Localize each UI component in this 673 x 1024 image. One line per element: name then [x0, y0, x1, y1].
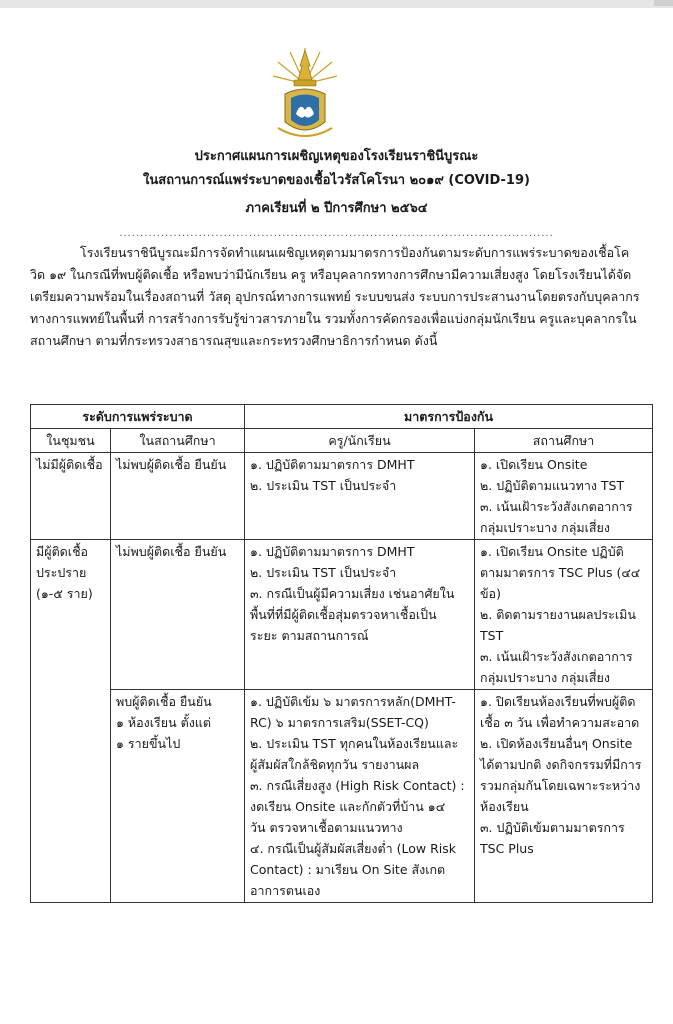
cell-line: ๑ ห้องเรียน ตั้งแต่: [116, 715, 211, 730]
announcement-subtitle: ในสถานการณ์แพร่ระบาดของเชื้อไวรัสโคโรนา ๒๐๑๙ (COVID-19): [143, 173, 530, 188]
cell-line: รวมกลุ่มกันโดยเฉพาะระหว่าง: [480, 778, 641, 793]
cell-line: ระยะ ตามสถานการณ์: [250, 628, 369, 643]
cell-line: พบผู้ติดเชื้อ ยืนยัน: [116, 694, 212, 709]
cell-institution: [475, 540, 653, 690]
cell-line: กลุ่มเปราะบาง กลุ่มเสี่ยง: [480, 520, 610, 535]
cell-line: TSC Plus: [480, 841, 534, 856]
cell-line: ๒. ติดตามรายงานผลประเมิน: [480, 607, 636, 622]
cell-line: ข้อ): [480, 586, 501, 601]
cell-community: [31, 540, 111, 903]
cell-line: ๑. ปิดเรียนห้องเรียนที่พบผู้ติด: [480, 694, 636, 709]
header-measures: มาตรการป้องกัน: [245, 405, 653, 429]
cell-line: เชื้อ ๓ วัน เพื่อทำความสะอาด: [480, 715, 640, 730]
cell-line: มีผู้ติดเชื้อ: [36, 544, 89, 559]
cell-line: ๑. เปิดเรียน Onsite: [480, 457, 588, 472]
cell-line: ๑ รายขึ้นไป: [116, 736, 181, 751]
cell-line: ๓. ปฏิบัติเข้มตามมาตรการ: [480, 820, 625, 835]
cell-line: วัน ตรวจหาเชื้อตามแนวทาง: [250, 820, 403, 835]
cell-line: ๑. เปิดเรียน Onsite ปฏิบัติ: [480, 544, 624, 559]
subheader-institution: สถานศึกษา: [475, 429, 653, 453]
cell-school: ไม่พบผู้ติดเชื้อ ยืนยัน: [111, 453, 245, 540]
top-strip: [0, 0, 673, 8]
cell-line: ห้องเรียน: [480, 799, 529, 814]
cell-line: อาการตนเอง: [250, 883, 321, 898]
cell-institution: [475, 690, 653, 903]
intro-paragraph: [30, 242, 642, 352]
header-level: ระดับการแพร่ระบาด: [31, 405, 245, 429]
cell-line: ๑. ปฏิบัติเข้ม ๖ มาตรการหลัก(DMHT-: [250, 694, 456, 709]
semester-line: ภาคเรียนที่ ๒ ปีการศึกษา ๒๕๖๔: [245, 201, 428, 216]
cell-community: ไม่มีผู้ติดเชื้อ: [31, 453, 111, 540]
table-row: [31, 453, 653, 540]
cell-line: ๒. ปฏิบัติตามแนวทาง TST: [480, 478, 625, 493]
cell-institution: [475, 453, 653, 540]
table-header-row: [31, 405, 653, 429]
cell-line: งดเรียน Onsite และกักตัวที่บ้าน ๑๔: [250, 799, 446, 814]
cell-line: ๒. ประเมิน TST เป็นประจำ: [250, 565, 397, 580]
intro-text: โรงเรียนราชินีบูรณะมีการจัดทำแผนเผชิญเหตุตามมาตรการป้องกันตามระดับการแพร่ระบาดของเชื้อโควิด ๑๙ ในกรณีที่พบผู้ติดเชื้อ หรือพบว่ามีนักเรียน ครู หรือบุคลากรทางการศึกษามีความเสี่ยงสูง โดยโรงเรียนได้จัดเตรียมความพร้อมในเรื่องสถานที่ วัสดุ อุปกรณ์ทางการแพทย์ ระบบขนส่ง ระบบการประสานงานโดยตรงกับบุคลากรทางการแพทย์ในพื้นที่ การสร้างการรับรู้ข่าวสารภายใน รวมทั้งการคัดกรองเพื่อแบ่งกลุ่มนักเรียน ครูและบุคลากรในสถานศึกษา ตามที่กระทรวงสาธารณสุขและกระทรวงศึกษาธิการกำหนด ดังนี้: [30, 245, 640, 348]
dotted-separator: ........................................................................................................: [119, 228, 554, 239]
table-row: [31, 690, 653, 903]
cell-line: ๑. ปฏิบัติตามมาตรการ DMHT: [250, 544, 415, 559]
cell-line: ได้ตามปกติ งดกิจกรรมที่มีการ: [480, 757, 642, 772]
cell-line: กลุ่มเปราะบาง กลุ่มเสี่ยง: [480, 670, 610, 685]
cell-teacher: [245, 453, 475, 540]
cell-line: Contact) : มาเรียน On Site สังเกต: [250, 862, 446, 877]
cell-school: ไม่พบผู้ติดเชื้อ ยืนยัน: [111, 540, 245, 690]
top-strip-mark: [654, 0, 673, 6]
cell-line: ๑. ปฏิบัติตามมาตรการ DMHT: [250, 457, 415, 472]
cell-line: ๓. เน้นเฝ้าระวังสังเกตอาการ: [480, 499, 633, 514]
announcement-title: ประกาศแผนการเผชิญเหตุของโรงเรียนราชินีบูรณะ: [194, 149, 479, 164]
subheader-community: ในชุมชน: [31, 429, 111, 453]
cell-line: ๓. เน้นเฝ้าระวังสังเกตอาการ: [480, 649, 633, 664]
cell-teacher: [245, 540, 475, 690]
table-row: [31, 540, 653, 690]
table-subheader-row: [31, 429, 653, 453]
cell-line: ประปราย: [36, 565, 87, 580]
subheader-school: ในสถานศึกษา: [111, 429, 245, 453]
cell-line: (๑-๕ ราย): [36, 586, 93, 601]
cell-line: ๒. เปิดห้องเรียนอื่นๆ Onsite: [480, 736, 633, 751]
measures-table: [30, 404, 653, 903]
cell-line: ๔. กรณีเป็นผู้สัมผัสเสี่ยงต่ำ (Low Risk: [250, 841, 457, 856]
cell-line: ตามมาตรการ TSC Plus (๔๔: [480, 565, 641, 580]
cell-line: พื้นที่ที่มีผู้ติดเชื้อสุ่มตรวจหาเชื้อเป็น: [250, 607, 437, 622]
cell-line: TST: [480, 628, 504, 643]
cell-line: ๓. กรณีเสี่ยงสูง (High Risk Contact) :: [250, 778, 465, 793]
cell-teacher: [245, 690, 475, 903]
cell-line: ผู้สัมผัสใกล้ชิดทุกวัน รายงานผล: [250, 757, 420, 772]
school-emblem-icon: [270, 44, 340, 142]
cell-line: ๒. ประเมิน TST เป็นประจำ: [250, 478, 397, 493]
cell-line: ๒. ประเมิน TST ทุกคนในห้องเรียนและ: [250, 736, 459, 751]
cell-school: [111, 690, 245, 903]
cell-line: ๓. กรณีเป็นผู้มีความเสี่ยง เช่นอาศัยใน: [250, 586, 455, 601]
cell-line: RC) ๖ มาตรการเสริม(SSET-CQ): [250, 715, 429, 730]
subheader-teacher: ครู/นักเรียน: [245, 429, 475, 453]
